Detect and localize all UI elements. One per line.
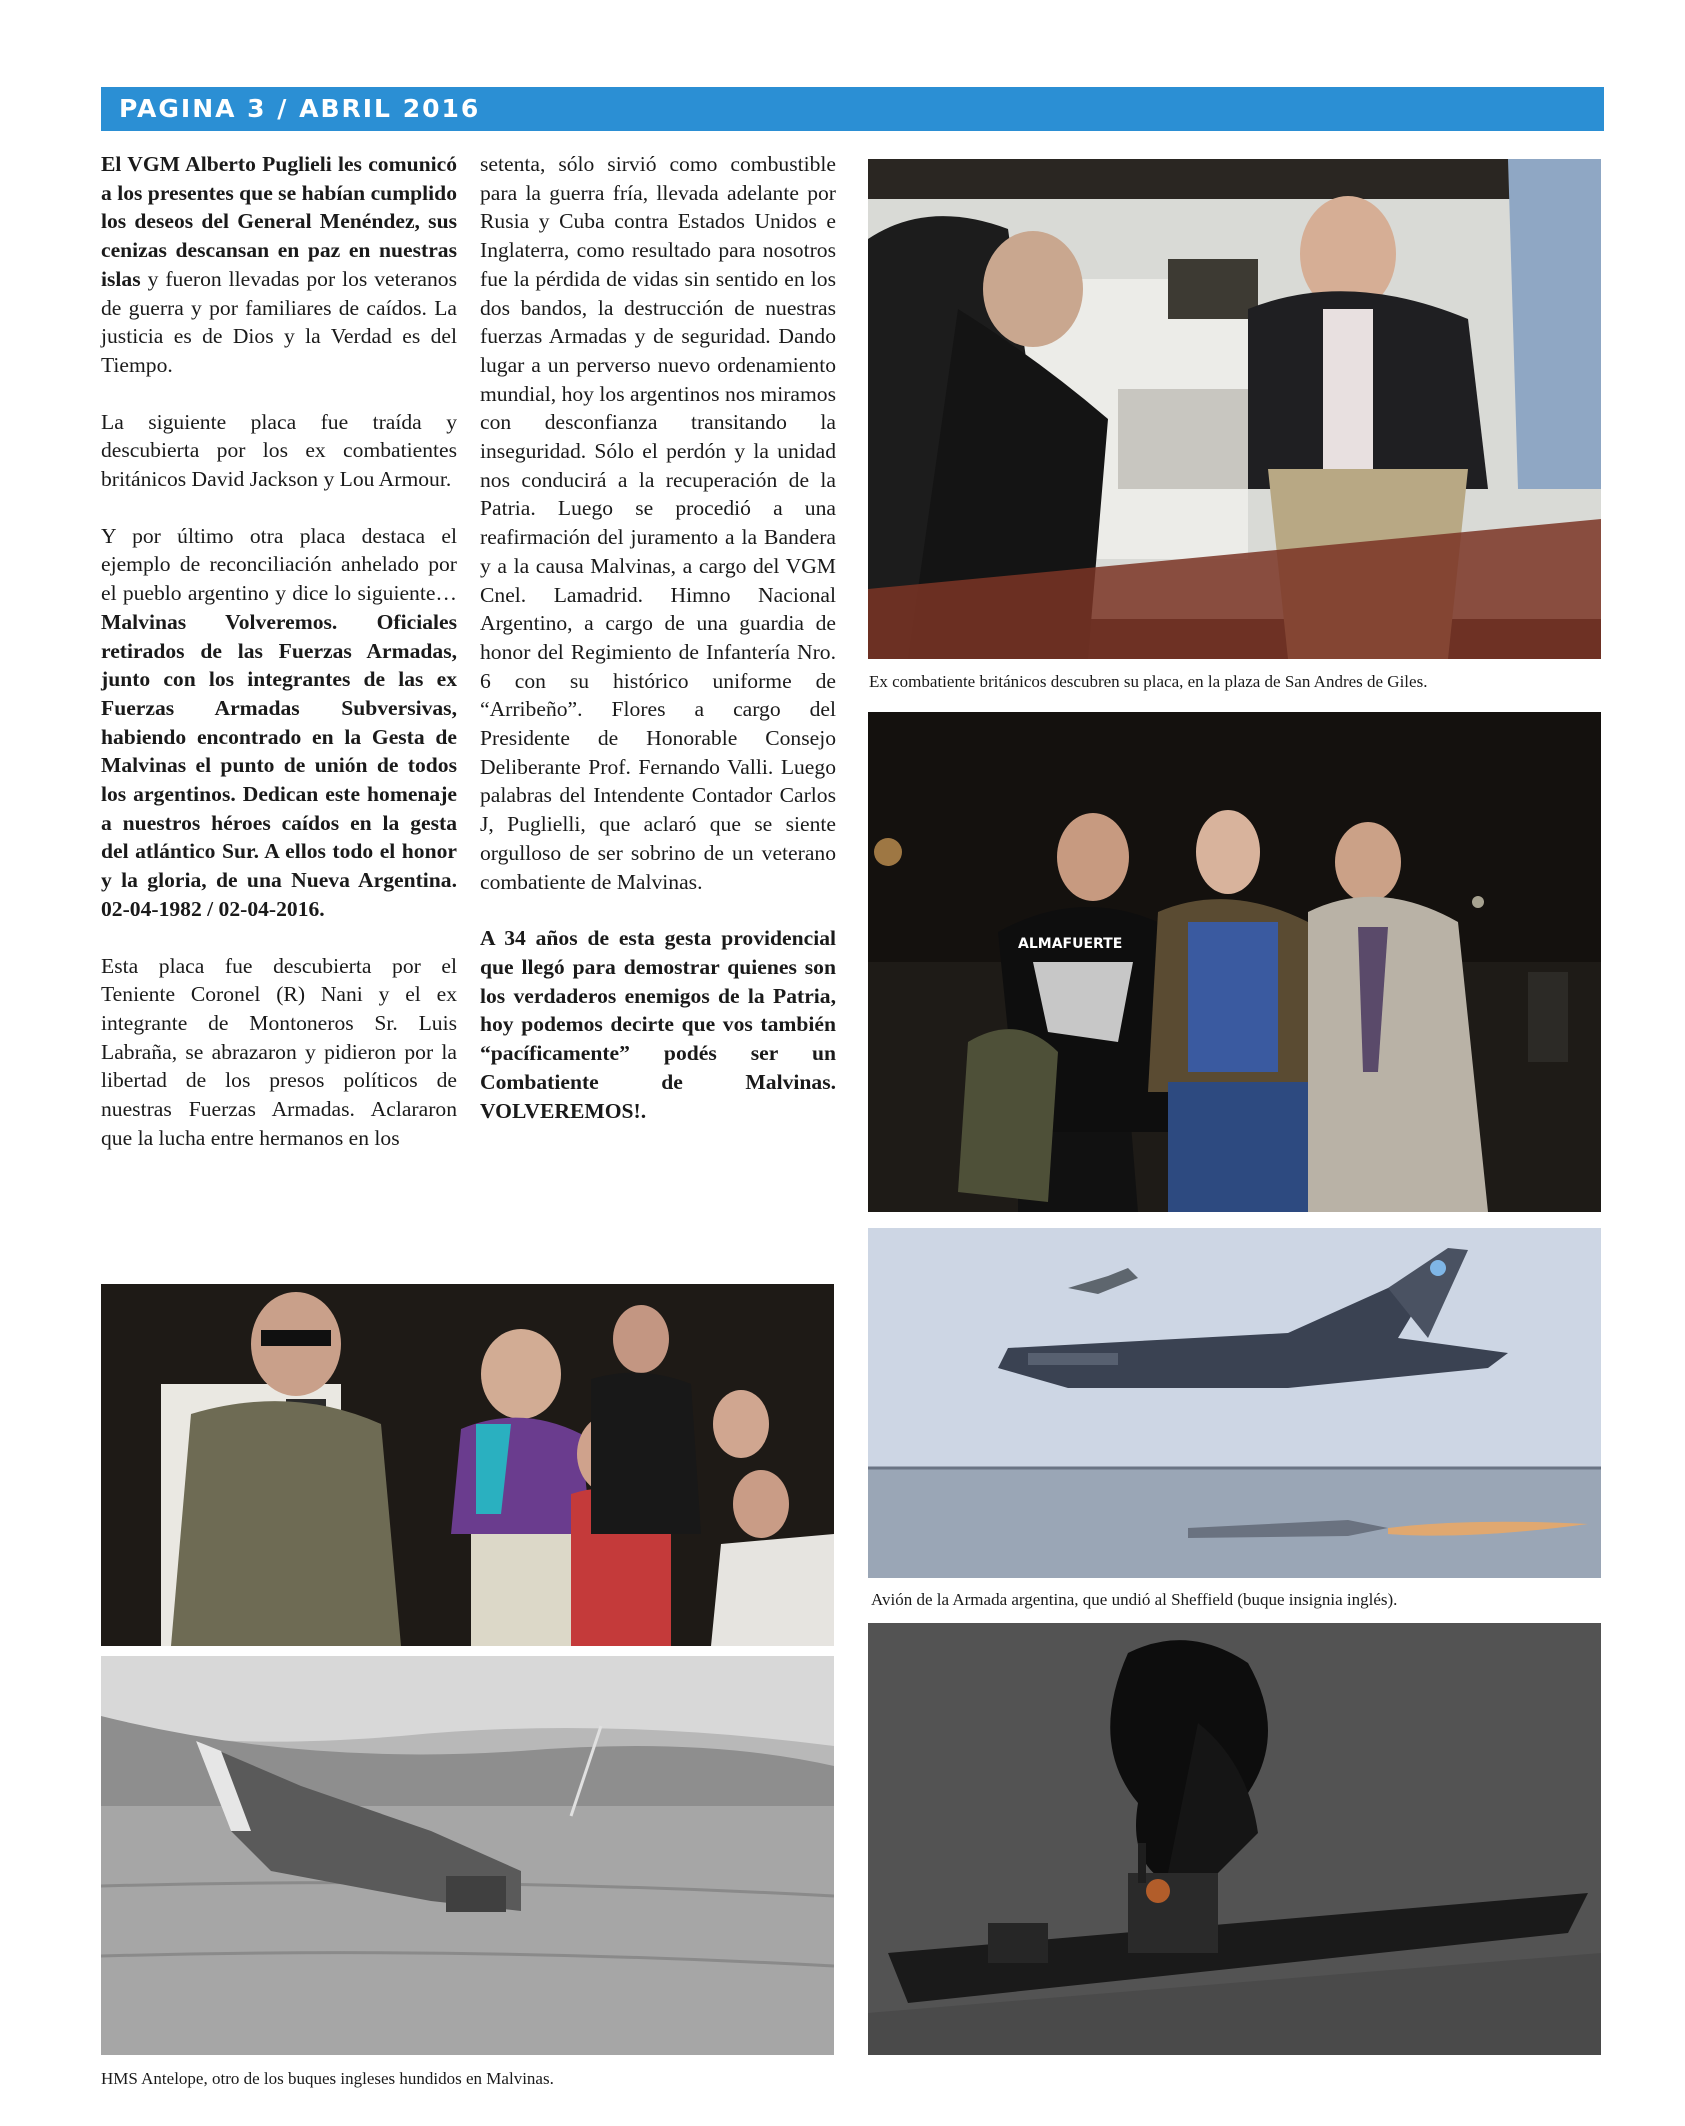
- caption-plaque: Ex combatiente británicos descubren su placa, en la plaza de San Andres de Giles.: [869, 672, 1428, 691]
- paragraph-3-bold: Malvinas Volveremos. Oficiales retirados de las Fuerzas Armadas, junto con los integrantes de las ex Fuerzas Armadas Subversivas, habiendo encontrado en la Gesta de Malvinas el punto de unión de todos los argentinos. Dedican este homenaje a nuestros héroes caídos en la gesta del atlántico Sur. A ellos todo el honor y la gloria, de una Nueva Argentina. 02-04-1982 / 02-04-2016.: [101, 609, 457, 921]
- photo-argentine-aircraft: [868, 1228, 1601, 1578]
- article-column-1: [101, 150, 457, 1153]
- paragraph-6-bold: A 34 años de esta gesta providencial que llegó para demostrar quienes son los verdaderos enemigos de la Patria, hoy podemos decirte que vos también “pacíficamente” podés ser un Combatiente de Malvinas. VOLVEREMOS!.: [480, 926, 836, 1123]
- photo-hms-antelope: [101, 1656, 834, 2055]
- photo-three-veterans: [868, 712, 1601, 1212]
- paragraph-4: Esta placa fue descubierta por el Teniente Coronel (R) Nani y el ex integrante de Montoneros Sr. Luis Labraña, se abrazaron y pidieron por la libertad de los presos políticos de nuestras Fuerzas Armadas. Aclararon que la lucha entre hermanos en los: [101, 953, 457, 1150]
- paragraph-3-plain: Y por último otra placa destaca el ejemplo de reconciliación anhelado por el pueblo argentino y dice lo siguiente…: [101, 523, 457, 606]
- photo-burning-ship: [868, 1623, 1601, 2055]
- paragraph-1-bold: El VGM Alberto Puglieli les comunicó a los presentes que se habían cumplido los deseos del General Menéndez, sus cenizas descansan en paz en nuestras islas: [101, 152, 457, 291]
- page-header-bar: [101, 87, 1604, 131]
- photo-plaque-unveiling: [868, 159, 1601, 659]
- photo-crowd-plaque: [101, 1284, 834, 1646]
- paragraph-6: [480, 924, 836, 1125]
- caption-antelope: HMS Antelope, otro de los buques ingleses hundidos en Malvinas.: [101, 2069, 554, 2088]
- paragraph-1-rest: y fueron llevadas por los veteranos de guerra y por familiares de caídos. La justicia es de Dios y la Verdad es del Tiempo.: [101, 266, 457, 377]
- caption-aircraft: Avión de la Armada argentina, que undió al Sheffield (buque insignia inglés).: [871, 1590, 1398, 1609]
- paragraph-2: La siguiente placa fue traída y descubierta por los ex combatientes británicos David Jackson y Lou Armour.: [101, 409, 457, 492]
- paragraph-3: [101, 522, 457, 924]
- paragraph-5: setenta, sólo sirvió como combustible para la guerra fría, llevada adelante por Rusia y Cuba contra Estados Unidos e Inglaterra, como resultado para nosotros fue la pérdida de vidas sin sentido en los dos bandos, la destrucción de nuestras fuerzas Armadas y de seguridad. Dando lugar a un perverso nuevo ordenamiento mundial, hoy los argentinos nos miramos con desconfianza transitando la inseguridad. Sólo el perdón y la unidad nos conducirá a la recuperación de la Patria. Luego se procedió a una reafirmación del juramento a la Bandera y a la causa Malvinas, a cargo del VGM Cnel. Lamadrid. Himno Nacional Argentino, a cargo de una guardia de honor del Regimiento de Infantería Nro. 6 con su histórico uniforme de “Arribeño”. Flores a cargo del Presidente de Honorable Consejo Deliberante Prof. Fernando Valli. Luego palabras del Intendente Contador Carlos J, Puglielli, que aclaró que se siente orgulloso de ser sobrino de un veterano combatiente de Malvinas.: [480, 152, 836, 894]
- paragraph-1: [101, 150, 457, 380]
- page-header-title: PAGINA 3 / ABRIL 2016: [119, 94, 481, 123]
- article-column-2: [480, 150, 836, 1125]
- shirt-text: ALMAFUERTE: [1018, 936, 1123, 952]
